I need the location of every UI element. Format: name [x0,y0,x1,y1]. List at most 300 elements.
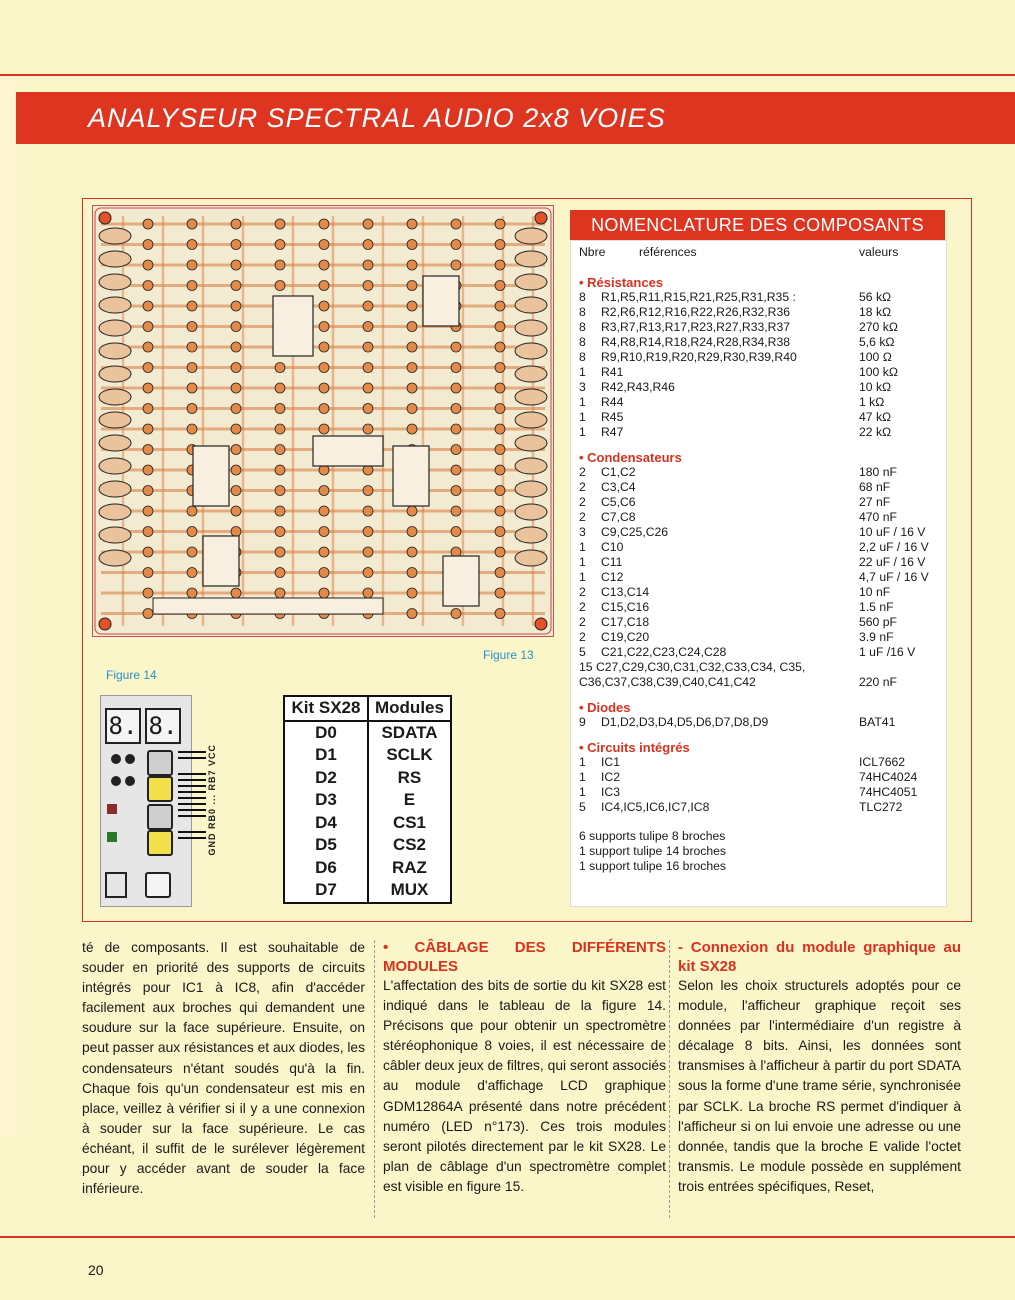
pcb-pad [143,424,153,434]
top-rule [0,74,1015,76]
pcb-pad [363,506,373,516]
kit-cell: D5 [284,834,368,857]
capacitor-symbol [515,550,547,566]
component-value: 27 nF [859,495,891,509]
component-qty: 8 [579,335,586,349]
mounting-hole [99,618,111,630]
component-value: 74HC4024 [859,770,918,784]
pcb-pad [495,219,505,229]
component-value: 560 pF [859,615,897,629]
pcb-pad [231,527,241,537]
pcb-pad [363,588,373,598]
column-divider [669,940,671,1218]
table-row [284,879,451,903]
table-row [284,721,451,745]
pcb-pad [231,445,241,455]
section-title: • Diodes [579,700,631,715]
component-value: ICL7662 [859,755,906,769]
component-value: BAT41 [859,715,896,729]
capacitor-symbol [99,389,131,405]
left-margin-strip [0,76,16,1136]
pcb-pad [363,424,373,434]
pcb-pad [407,322,417,332]
capacitor-symbol [515,412,547,428]
component-qty: 8 [579,290,586,304]
table-row [284,744,451,767]
pcb-pad [451,609,461,619]
pcb-pad [451,342,461,352]
pcb-pad [187,240,197,250]
pcb-pad [319,486,329,496]
led-icon [125,754,135,764]
component-ref: C3,C4 [601,480,636,494]
pcb-pad [143,240,153,250]
pcb-pad [451,465,461,475]
pcb-pad [451,219,461,229]
pcb-pad [407,568,417,578]
pcb-pad [143,219,153,229]
ic-chip [423,276,459,326]
pcb-pad [143,527,153,537]
component-value: 68 nF [859,480,891,494]
component-qty: 1 [579,425,586,439]
component-ref: C7,C8 [601,510,636,524]
pcb-pad [495,281,505,291]
component-qty: 1 [579,395,586,409]
pcb-pad [231,342,241,352]
pcb-pad [363,260,373,270]
pcb-pad [495,260,505,270]
pcb-pad [363,219,373,229]
component-value: 270 kΩ [859,320,898,334]
component-ref: C15,C16 [601,600,650,614]
kit-cell: D1 [284,744,368,767]
led-icon [107,832,117,842]
led-icon [111,754,121,764]
pcb-pad [319,506,329,516]
column-text: L'affectation des bits de sortie du kit SX28 est indiqué dans le tableau de la figure 14. Précisons que pour obtenir un spectromètre stéréophonique 8 voies, il est nécessaire de câbler deux jeux de filtres, qui seront associés au module d'affichage LCD graphique GDM12864A présenté dans notre précédent numéro (LED n°173). Ces trois modules seront pilotés directement par le kit SX28. Le plan de câblage d'un spectromètre complet est visible en figure 15. [383,978,666,1194]
component-qty: 5 [579,800,586,814]
component-qty: 2 [579,510,586,524]
pcb-pad [187,404,197,414]
component-ref: R42,R43,R46 [601,380,675,394]
component-value: 56 kΩ [859,290,892,304]
ic-chip [203,536,239,586]
component-ref: C1,C2 [601,465,636,479]
table-row [284,767,451,790]
capacitor-symbol [99,320,131,336]
component-qty: 1 [579,540,586,554]
component-ref: R44 [601,395,624,409]
pcb-pad [495,424,505,434]
pcb-pad [275,260,285,270]
capacitor-symbol [99,458,131,474]
pcb-pad [363,342,373,352]
module-cell: MUX [368,879,451,903]
pcb-pad [319,322,329,332]
pcb-pad [407,219,417,229]
component-value: 4,7 uF / 16 V [859,570,929,584]
pcb-pad [143,404,153,414]
pcb-pad [407,588,417,598]
component-qty: 8 [579,305,586,319]
pcb-pad [319,424,329,434]
capacitor-symbol [515,297,547,313]
component-qty: 8 [579,350,586,364]
component-qty: 1 [579,365,586,379]
component-qty: 2 [579,630,586,644]
pcb-pad [407,404,417,414]
component-qty: 2 [579,600,586,614]
modules-header: Modules [368,696,451,721]
pcb-pad [407,547,417,557]
pcb-pad [231,322,241,332]
ic-chip [193,446,229,506]
component-ref: IC3 [601,785,620,799]
component-ref: C12 [601,570,624,584]
table-row [284,812,451,835]
pcb-pad [319,588,329,598]
pcb-pad [143,588,153,598]
pcb-pad [451,527,461,537]
support-line: 1 support tulipe 16 broches [579,859,727,873]
pcb-pad [495,588,505,598]
pcb-pad [231,588,241,598]
capacitor-symbol [515,435,547,451]
pcb-pad [275,281,285,291]
pcb-pad [319,219,329,229]
ic-chip [273,296,313,356]
pcb-pad [319,404,329,414]
component-ref: C9,C25,C26 [601,525,669,539]
column-text: Selon les choix structurels adoptés pour ce module, l'afficheur graphique reçoit ses données par l'intermédiaire d'un registre à décalage 8 bits. Ainsi, les données sont transmises à l'afficheur à partir du port SDATA sous la forme d'une trame série, synchronisée par SCLK. La broche RS permet d'indiquer à l'afficheur si on lui envoie une adresse ou une donnée, tandis que la broche E valide l'octet transmis. Le module possède en supplément trois entrées spécifiques, Reset, [678,978,961,1194]
pcb-layout [92,205,554,637]
col-header-val: valeurs [859,245,899,259]
pcb-pad [407,424,417,434]
figure-14-caption: Figure 14 [106,668,157,682]
component-value: 18 kΩ [859,305,892,319]
component-ref: R3,R7,R13,R17,R23,R27,R33,R37 [601,320,791,334]
component-ref: R41 [601,365,624,379]
component-value: 74HC4051 [859,785,918,799]
component-ref: R45 [601,410,624,424]
pcb-pad [319,383,329,393]
pcb-pad [319,342,329,352]
component-ref: IC4,IC5,IC6,IC7,IC8 [601,800,710,814]
support-line: 6 supports tulipe 8 broches [579,829,726,843]
component-qty: 2 [579,615,586,629]
pcb-pad [187,588,197,598]
figure-13-caption: Figure 13 [483,648,534,662]
pcb-pad [451,506,461,516]
pcb-pad [187,322,197,332]
capacitor-symbol [99,251,131,267]
component-ref: C5,C6 [601,495,636,509]
pcb-pad [231,465,241,475]
pcb-pad [495,363,505,373]
pcb-pad [363,527,373,537]
capacitor-symbol [515,366,547,382]
pcb-pad [407,301,417,311]
component-value: 10 kΩ [859,380,892,394]
pcb-pad [187,260,197,270]
pcb-pad [495,322,505,332]
ic-chip [313,436,383,466]
component-value: 47 kΩ [859,410,892,424]
pcb-pad [143,445,153,455]
capacitor-symbol [515,274,547,290]
kit-table [283,695,452,904]
connector-strip [153,598,383,614]
pcb-pad [363,404,373,414]
component-ref: C36,C37,C38,C39,C40,C41,C42 [579,675,756,689]
module-cell: RAZ [368,857,451,880]
module-cell: SCLK [368,744,451,767]
pcb-pad [407,363,417,373]
component-value: 1 kΩ [859,395,885,409]
component-value: 180 nF [859,465,897,479]
component-ref: R2,R6,R12,R16,R22,R26,R32,R36 [601,305,791,319]
pcb-pad [275,424,285,434]
table-row [284,834,451,857]
component-qty: 1 [579,785,586,799]
pcb-pad [319,547,329,557]
kit-cell: D0 [284,721,368,745]
col-header-ref: références [639,245,697,259]
component-value: TLC272 [859,800,903,814]
module-cell: CS1 [368,812,451,835]
pcb-pad [451,260,461,270]
component-ref: C11 [601,555,623,569]
pcb-pad [495,383,505,393]
capacitor-symbol [515,458,547,474]
pcb-pad [363,383,373,393]
page-number: 20 [88,1262,104,1278]
push-button-icon [147,750,173,776]
column-divider [374,940,376,1218]
section-title: • Circuits intégrés [579,740,690,755]
pcb-pad [407,506,417,516]
pcb-pad [275,383,285,393]
push-button-icon [145,872,171,898]
component-value: 3.9 nF [859,630,894,644]
pcb-pad [275,486,285,496]
component-value: 220 nF [859,675,897,689]
pcb-pad [275,588,285,598]
section-heading: - Connexion du module graphique au kit SX28 [678,939,961,975]
component-qty: 1 [579,770,586,784]
capacitor-symbol [515,481,547,497]
pcb-pad [407,260,417,270]
component-qty: 2 [579,585,586,599]
pcb-pad [143,260,153,270]
capacitor-symbol [515,504,547,520]
nomenclature-box [570,240,947,907]
pcb-pad [275,527,285,537]
capacitor-symbol [99,297,131,313]
seven-segment-digit: 8. [145,708,181,744]
pcb-pad [363,322,373,332]
capacitor-symbol [99,228,131,244]
capacitor-symbol [99,435,131,451]
capacitor-symbol [99,412,131,428]
pcb-pad [363,301,373,311]
col-header-nbre: Nbre [579,245,606,259]
connector-icon [105,872,127,898]
led-icon [125,776,135,786]
capacitor-symbol [99,366,131,382]
component-ref: D1,D2,D3,D4,D5,D6,D7,D8,D9 [601,715,769,729]
component-value: 1 uF /16 V [859,645,916,659]
component-value: 22 kΩ [859,425,892,439]
module-cell: CS2 [368,834,451,857]
pcb-pad [319,568,329,578]
pcb-pad [451,240,461,250]
pcb-pad [231,383,241,393]
kit-cell: D6 [284,857,368,880]
section-title: • Condensateurs [579,450,682,465]
capacitor-symbol [99,504,131,520]
pcb-pad [495,486,505,496]
pcb-pad [407,240,417,250]
pcb-pad [495,568,505,578]
module-cell: SDATA [368,721,451,745]
component-ref: IC1 [601,755,620,769]
capacitor-symbol [515,228,547,244]
component-qty: 1 [579,570,586,584]
capacitor-symbol [515,251,547,267]
pcb-pad [319,281,329,291]
component-qty: 1 [579,410,586,424]
component-qty: 2 [579,480,586,494]
pcb-pad [187,568,197,578]
kit-cell: D7 [284,879,368,903]
capacitor-symbol [99,550,131,566]
component-ref: C19,C20 [601,630,650,644]
pcb-pad [187,424,197,434]
pcb-pad [495,527,505,537]
mounting-hole [99,212,111,224]
component-value: 10 uF / 16 V [859,525,926,539]
component-value: 2,2 uF / 16 V [859,540,929,554]
pcb-pad [495,547,505,557]
component-qty: 2 [579,465,586,479]
pcb-pad [451,445,461,455]
component-qty: 5 [579,645,586,659]
pcb-pad [363,486,373,496]
component-value: 22 uF / 16 V [859,555,926,569]
component-ref: C10 [601,540,624,554]
pcb-pad [451,383,461,393]
ic-chip [443,556,479,606]
push-button-icon [147,776,173,802]
nomenclature-title: NOMENCLATURE DES COMPOSANTS [570,210,945,240]
kit-cell: D3 [284,789,368,812]
pcb-pad [319,240,329,250]
component-qty: 8 [579,320,586,334]
component-qty: 3 [579,525,586,539]
pcb-pad [187,506,197,516]
pcb-pad [495,609,505,619]
pcb-pad [363,363,373,373]
seven-segment-digit: 8. [105,708,141,744]
table-row [284,857,451,880]
component-ref: 15 C27,C29,C30,C31,C32,C33,C34, C35, [579,660,806,674]
pcb-pad [451,424,461,434]
capacitor-symbol [99,274,131,290]
pcb-pad [495,404,505,414]
component-value: 10 nF [859,585,891,599]
pcb-pad [231,363,241,373]
pcb-pad [187,281,197,291]
capacitor-symbol [99,527,131,543]
table-row [284,789,451,812]
component-qty: 1 [579,555,586,569]
component-ref: C21,C22,C23,C24,C28 [601,645,727,659]
pcb-pad [275,547,285,557]
article-column-2 [383,938,666,1197]
pcb-pad [275,465,285,475]
pcb-pad [363,568,373,578]
pcb-pad [143,486,153,496]
pcb-pad [187,547,197,557]
pcb-pad [187,363,197,373]
pcb-pad [451,404,461,414]
pcb-pad [495,240,505,250]
pcb-pad [407,383,417,393]
pcb-pad [363,547,373,557]
mounting-hole [535,618,547,630]
pcb-pad [143,609,153,619]
pcb-pad [275,219,285,229]
pcb-pad [231,506,241,516]
bottom-rule [0,1236,1015,1238]
pcb-pad [187,219,197,229]
pcb-pad [187,342,197,352]
pcb-pad [495,445,505,455]
pcb-pad [495,342,505,352]
pcb-pad [495,465,505,475]
push-button-icon [147,830,173,856]
section-title: • Résistances [579,275,664,290]
pcb-pad [451,486,461,496]
pcb-pad [275,363,285,373]
pcb-pad [275,240,285,250]
kit-header: Kit SX28 [284,696,368,721]
pcb-pad [275,506,285,516]
pcb-pad [231,404,241,414]
capacitor-symbol [515,343,547,359]
pcb-pad [143,363,153,373]
pcb-pad [275,568,285,578]
pcb-pad [319,301,329,311]
pcb-pad [231,219,241,229]
pcb-pad [143,342,153,352]
pcb-pad [231,281,241,291]
component-qty: 3 [579,380,586,394]
pcb-pad [143,322,153,332]
kit-cell: D2 [284,767,368,790]
pcb-pad [231,301,241,311]
led-icon [111,776,121,786]
pcb-pad [187,527,197,537]
capacitor-symbol [99,481,131,497]
support-line: 1 support tulipe 14 broches [579,844,727,858]
pcb-pad [407,342,417,352]
component-value: 5,6 kΩ [859,335,895,349]
pcb-pad [143,383,153,393]
component-ref: R9,R10,R19,R20,R29,R30,R39,R40 [601,350,797,364]
